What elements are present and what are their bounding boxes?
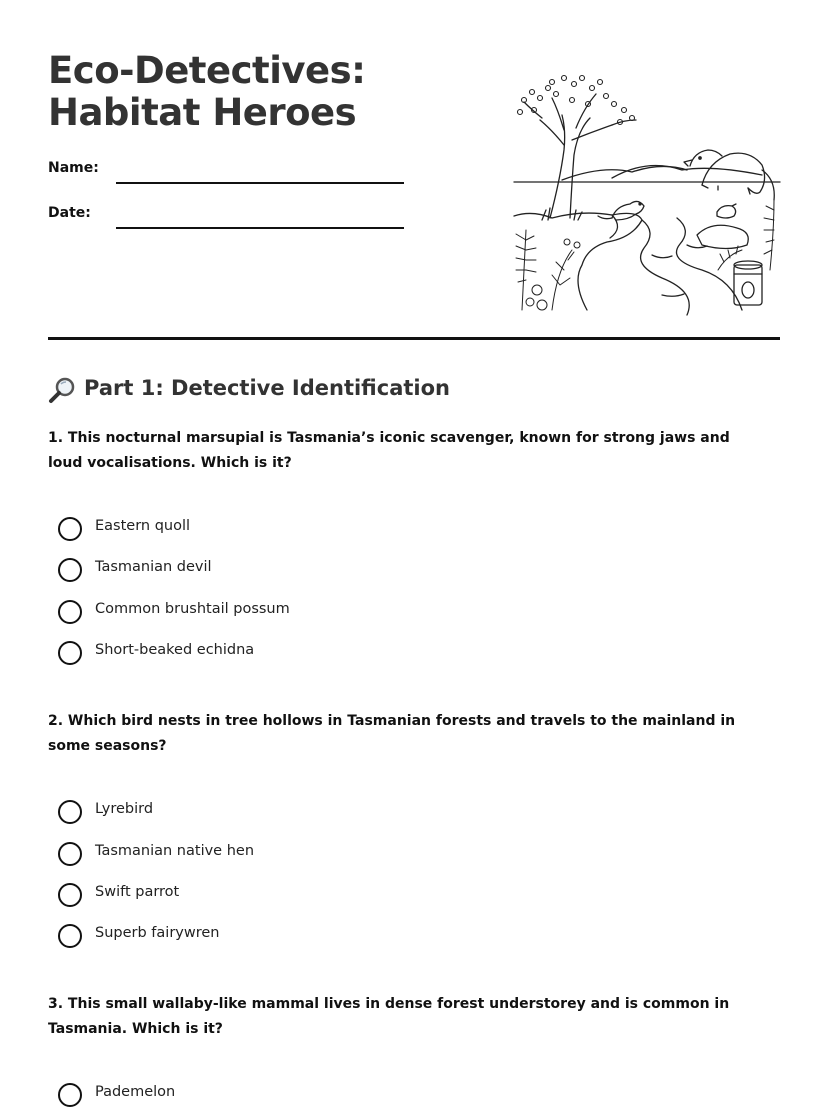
name-write-line[interactable] [116,182,404,184]
worksheet-page [48,0,780,1118]
date-label: Date: [48,205,91,221]
option-label: Tasmanian devil [95,559,212,575]
question-1-option-4[interactable] [58,641,658,667]
question-1-option-2[interactable] [58,558,658,584]
question-1-option-3[interactable] [58,600,658,626]
option-label: Eastern quoll [95,518,191,534]
question-1-option-1[interactable] [58,517,658,543]
name-label: Name: [48,160,99,176]
option-label: Superb fairywren [95,925,220,941]
option-label: Swift parrot [95,884,180,900]
date-write-line[interactable] [116,227,404,229]
date-field[interactable] [48,205,408,235]
radio-button[interactable] [58,558,82,582]
radio-button[interactable] [58,517,82,541]
magnifying-glass-icon [48,376,76,404]
question-3-text: 3. This small wallaby-like mammal lives in dense forest understorey and is common in Tasmania. Which is it? [48,996,730,1037]
radio-button[interactable] [58,883,82,907]
option-label: Lyrebird [95,801,154,817]
question-3-option-1[interactable] [58,1083,658,1109]
part1-title: Part 1: Detective Identification [84,376,450,400]
question-2-option-1[interactable] [58,800,658,826]
habitat-scene-illustration [512,70,782,320]
radio-button[interactable] [58,924,82,948]
radio-button[interactable] [58,600,82,624]
option-label: Short-beaked echidna [95,642,255,658]
option-label: Common brushtail possum [95,601,290,617]
radio-button[interactable] [58,842,82,866]
question-2-text: 2. Which bird nests in tree hollows in Tasmanian forests and travels to the mainland in some seasons? [48,713,736,754]
name-field[interactable] [48,160,408,190]
question-2-option-4[interactable] [58,924,658,950]
section-divider [48,337,780,340]
radio-button[interactable] [58,800,82,824]
worksheet-title: Eco-Detectives: Habitat Heroes [48,49,366,134]
question-2-option-3[interactable] [58,883,658,909]
question-2-option-2[interactable] [58,842,658,868]
option-label: Tasmanian native hen [95,843,255,859]
part1-heading [48,374,780,406]
option-label: Pademelon [95,1084,176,1100]
question-1-text: 1. This nocturnal marsupial is Tasmania’s iconic scavenger, known for strong jaws and loud vocalisations. Which is it? [48,430,730,471]
radio-button[interactable] [58,641,82,665]
radio-button[interactable] [58,1083,82,1107]
